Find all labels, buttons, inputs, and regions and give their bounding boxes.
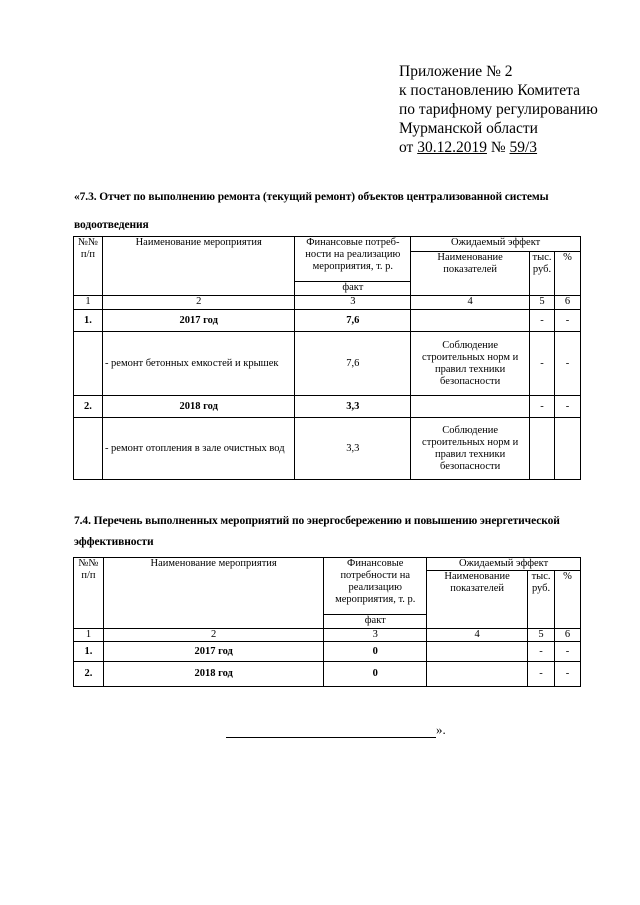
row-rub: - <box>530 332 555 396</box>
row-pct: - <box>555 642 581 662</box>
row-indicators <box>427 642 528 662</box>
row-rub: - <box>528 662 555 687</box>
col-num-5: 5 <box>528 629 555 642</box>
row-rub: - <box>528 642 555 662</box>
appendix-title: Приложение № 2 <box>399 63 513 80</box>
table-row <box>74 418 581 480</box>
row-fin: 0 <box>324 642 427 662</box>
row-fin: 7,6 <box>295 332 411 396</box>
table-row <box>74 310 581 332</box>
header-num: №№ п/п <box>74 237 103 296</box>
signature-line <box>226 723 436 738</box>
row-num <box>74 418 103 480</box>
row-fin: 0 <box>324 662 427 687</box>
row-indicators <box>411 310 530 332</box>
header-effect: Ожидаемый эффект <box>411 237 581 252</box>
row-num <box>74 332 103 396</box>
table-row <box>74 396 581 418</box>
header-name: Наименование мероприятия <box>103 558 323 629</box>
header-indicators: Наименование показателей <box>411 252 530 296</box>
header-percent: % <box>555 252 581 296</box>
section-7-4-title-cont: эффективности <box>74 536 154 548</box>
header-name: Наименование мероприятия <box>102 237 295 296</box>
header-fact: факт <box>295 282 411 296</box>
row-pct: - <box>555 310 581 332</box>
row-indicators <box>427 662 528 687</box>
row-pct: - <box>555 332 581 396</box>
row-indicators: Соблюдение строительных норм и правил техники безопасности <box>411 418 530 480</box>
row-pct <box>555 418 581 480</box>
header-fact: факт <box>324 615 427 629</box>
row-fin: 7,6 <box>295 310 411 332</box>
row-rub <box>530 418 555 480</box>
row-name: 2017 год <box>103 642 323 662</box>
row-rub: - <box>530 396 555 418</box>
row-pct: - <box>555 396 581 418</box>
col-num-1: 1 <box>74 629 104 642</box>
col-num-1: 1 <box>74 296 103 310</box>
header-thousand-rub: тыс. руб. <box>528 571 555 629</box>
col-num-6: 6 <box>555 296 581 310</box>
col-num-6: 6 <box>555 629 581 642</box>
appendix-line-committee: к постановлению Комитета <box>399 82 580 99</box>
header-thousand-rub: тыс. руб. <box>530 252 555 296</box>
table-row <box>74 642 581 662</box>
header-num: №№ п/п <box>74 558 104 629</box>
section-7-3-title: «7.3. Отчет по выполнению ремонта (текущий ремонт) объектов централизованной системы <box>74 191 549 203</box>
date-prefix: от <box>399 139 414 156</box>
col-num-2: 2 <box>102 296 295 310</box>
energy-saving-table <box>73 557 581 687</box>
col-num-3: 3 <box>324 629 427 642</box>
col-num-2: 2 <box>103 629 323 642</box>
row-fin: 3,3 <box>295 396 411 418</box>
number-sign: № <box>490 139 506 156</box>
row-fin: 3,3 <box>295 418 411 480</box>
table-row <box>74 662 581 687</box>
section-7-4-title: 7.4. Перечень выполненных мероприятий по энергосбережению и повышению энергетической <box>74 515 560 527</box>
col-num-5: 5 <box>530 296 555 310</box>
row-num: 1. <box>74 310 103 332</box>
row-num: 2. <box>74 396 103 418</box>
row-name: 2018 год <box>103 662 323 687</box>
closing-line <box>226 722 446 738</box>
row-num: 1. <box>74 642 104 662</box>
resolution-number: 59/3 <box>509 139 538 156</box>
closing-quote: ». <box>436 722 446 737</box>
col-num-4: 4 <box>411 296 530 310</box>
row-pct: - <box>555 662 581 687</box>
col-num-3: 3 <box>295 296 411 310</box>
header-fin: Финансовые потребности на реализацию мероприятия, т. р. <box>324 558 427 615</box>
appendix-block <box>399 62 598 157</box>
header-fin: Финансовые потреб-ности на реализацию мероприятия, т. р. <box>295 237 411 282</box>
section-7-3-title-cont: водоотведения <box>74 219 149 231</box>
header-effect: Ожидаемый эффект <box>427 558 581 571</box>
appendix-date-line <box>399 138 598 157</box>
row-name: - ремонт отопления в зале очистных вод <box>102 418 295 480</box>
row-name: 2017 год <box>102 310 295 332</box>
table-row <box>74 332 581 396</box>
repair-report-table <box>73 236 581 480</box>
appendix-line-tariff: по тарифному регулированию <box>399 101 598 118</box>
row-rub: - <box>530 310 555 332</box>
header-indicators: Наименование показателей <box>427 571 528 629</box>
row-num: 2. <box>74 662 104 687</box>
resolution-date: 30.12.2019 <box>417 139 487 156</box>
appendix-line-region: Мурманской области <box>399 120 538 137</box>
col-num-4: 4 <box>427 629 528 642</box>
row-indicators: Соблюдение строительных норм и правил техники безопасности <box>411 332 530 396</box>
row-indicators <box>411 396 530 418</box>
row-name: - ремонт бетонных емкостей и крышек <box>102 332 295 396</box>
header-percent: % <box>555 571 581 629</box>
row-name: 2018 год <box>102 396 295 418</box>
